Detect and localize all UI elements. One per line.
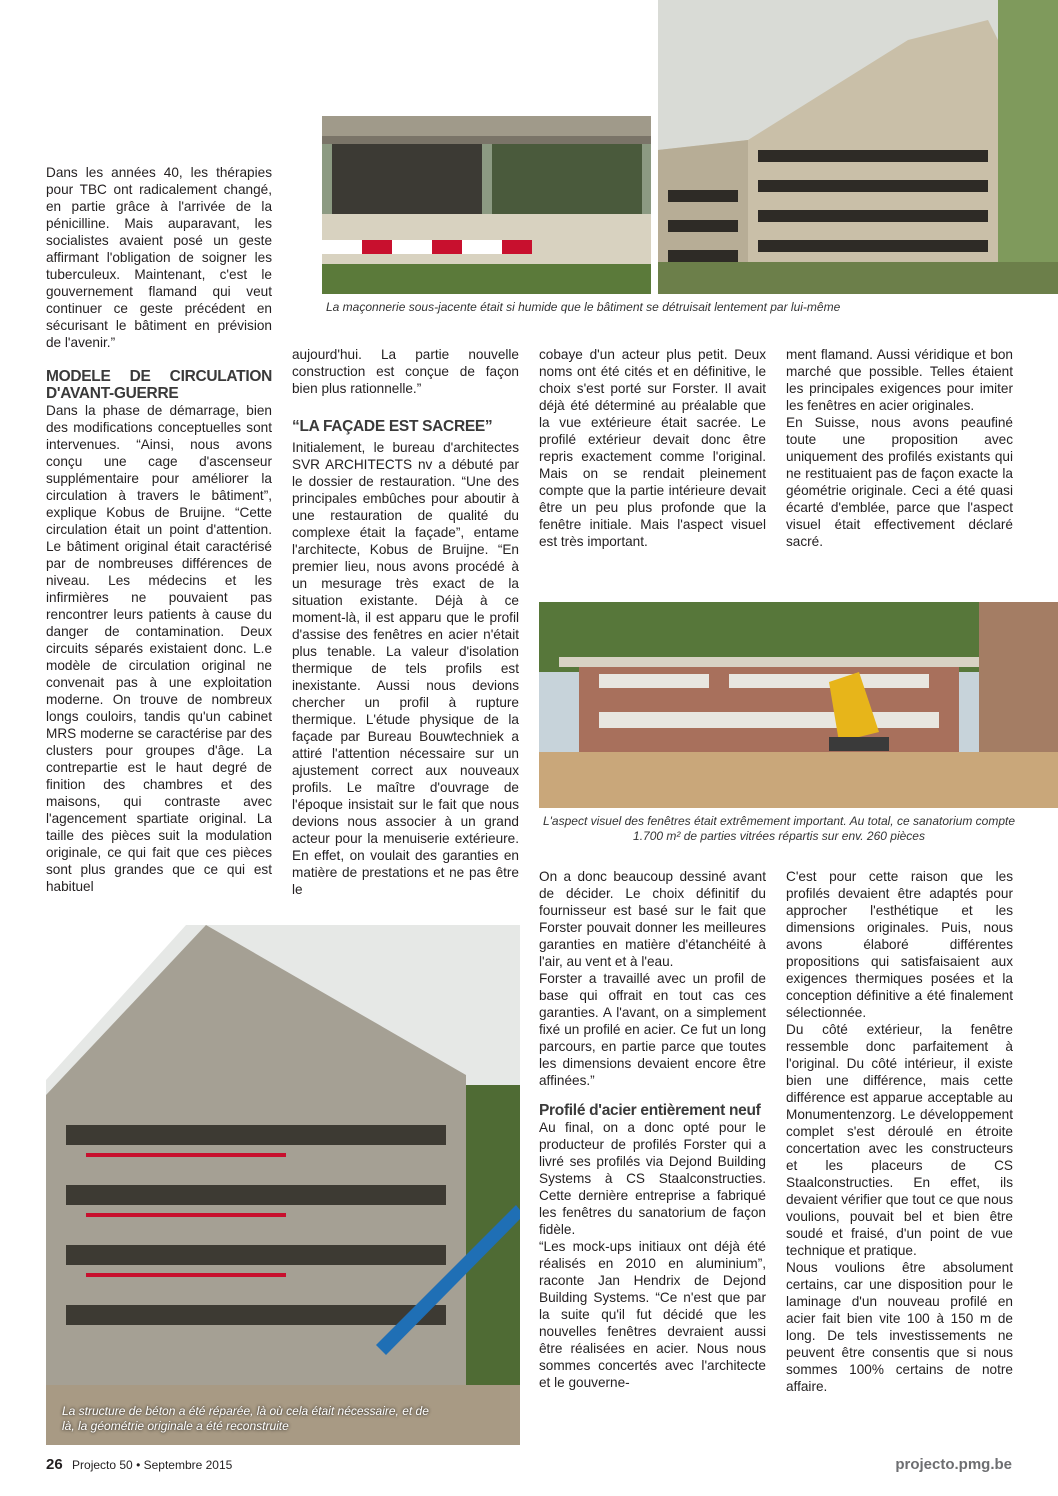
photo-ground-floor-graphic [322, 116, 651, 294]
paragraph: On a donc beaucoup dessiné avant de décider. Le choix définitif du fournisseur est basé sur le fait que Forster pouvait donner les meilleures garanties en matière d'étanchéité à l'air, au vent et à l'eau. [539, 869, 766, 969]
photo-sanatorium-facade-ruin [658, 0, 1058, 294]
photo-structure-graphic [46, 925, 520, 1445]
paragraph: Du côté extérieur, la fenêtre ressemble donc parfaitement à l'original. Du côté intérieur, il existe bien une différence, mais cette différence est apparue acceptable au Monumentenzorg. Le développement complet s'est déroulé en étroite concertation avec les constructeurs et les placeurs de CS Staalconstructies. En effet, ils devaient vérifier que tout ce que nous voulions, pouvait bel et bien être soudé et fraisé, d'un point de vue technique et pratique. [786, 1022, 1013, 1258]
paragraph: ment flamand. Aussi véridique et bon marché que possible. Telles étaient les principales exigences pour imiter les fenêtres en acier originales. [786, 347, 1013, 413]
paragraph: Forster a travaillé avec un profil de base qui offrait en tout cas ces garanties. A l'avant, on a simplement fixé un profilé en acier. Ce fut un long parcours, en partie parce que toutes les dimensions devaient encore être affinées.” [539, 971, 766, 1088]
section-heading-facade: “LA FAÇADE EST SACREE” [292, 418, 493, 435]
paragraph: aujourd'hui. La partie nouvelle construction est conçue de façon bien plus rationnelle.” [292, 347, 519, 396]
photo-concrete-structure [46, 925, 520, 1445]
footer [46, 1456, 1012, 1476]
column-1 [46, 164, 272, 895]
photo-abandoned-building-ground-floor [322, 116, 651, 294]
paragraph: Initialement, le bureau d'architectes SVR ARCHITECTS nv a débuté par le dossier de restauration. “Une des principales embûches pour aboutir à une restauration de qualité du complexe était la façade”, entame l'architecte, Kobus de Bruijne. “En premier lieu, nous avons procédé à un mesurage très exact de la situation existante. Déjà à ce moment-là, il est apparu que le profil d'assise des fenêtres en acier n'était plus tenable. La valeur d'isolation thermique de tels profils est inexistante. Aussi nous devions chercher un profil à rupture thermique. L'étude physique de la façade par Bureau Bouwtechniek a attiré l'attention nécessaire sur un ajustement correct aux nouveaux profils. Le maître d'ouvrage de l'époque insistait sur le fait que nous devions nous associer à un grand acteur pour la menuiserie extérieure. En effet, on voulait des garanties en matière de prestations et ne pas être le [292, 440, 519, 897]
section-heading-circulation: MODELE DE CIRCULATION D'AVANT-GUERRE [46, 368, 272, 402]
caption-top-photo: La maçonnerie sous-jacente était si humide que le bâtiment se détruisait lentement par lui-même [326, 300, 841, 314]
website-link[interactable]: projecto.pmg.be [895, 1456, 1012, 1473]
column-3 [539, 346, 766, 550]
section-heading-steel-profile: Profilé d'acier entièrement neuf [539, 1102, 761, 1119]
caption-bottom-photo: La structure de béton a été réparée, là où cela était nécessaire, et de là, la géométrie originale a été reconstruite [62, 1404, 429, 1433]
paragraph: Nous voulions être absolument certains, car une disposition pour le laminage d'un nouveau profilé en acier fait bien vite 100 à 150 m de long. De tels investissements ne peuvent être consentis que si nous sommes 100% certains de notre affaire. [786, 1260, 1013, 1394]
paragraph: Dans les années 40, les thérapies pour TBC ont radicalement changé, en partie grâce à l'arrivée de la pénicilline. Mais auparavant, les socialistes avaient posé un geste affirmant l'obligation de soigner les tuberculeux. Maintenant, c'est le gouvernement flamand qui veut continuer ce geste précédent en sécurisant le bâtiment en prévision de l'avenir.” [46, 165, 272, 350]
paragraph: “Les mock-ups initiaux ont déjà été réalisés en 2010 en aluminium”, raconte Jan Hendrix de Dejond Building Systems. “Ce n'est que par la suite qu'il fut décidé que les nouvelles fenêtres devraient aussi être réalisées en acier. Nous nous sommes concertés avec l'architecte et le gouverne- [539, 1239, 766, 1390]
paragraph [46, 402, 272, 895]
magazine-issue: Projecto 50 • Septembre 2015 [72, 1458, 233, 1472]
paragraph-text: Dans la phase de démarrage, bien des modifications conceptuelles sont intervenues. “Ainsi, nous avons conçu une cage d'ascenseur supplémentaire pour améliorer la circulation à travers le bâtiment”, explique Kobus de Bruijne. “Cette circulation était un point d'attention. Le bâtiment original était caractérisé par de nombreuses différences de niveau. Les médecins et les infirmières ne pouvaient pas rencontrer leurs patients à cause du danger de contamination. Deux circuits séparés existaient donc. L.e modèle de circulation original ne convenait pas à une exploitation moderne. On trouve de nombreux longs couloirs, tandis qu'un cabinet MRS moderne se caractérise par des clusters pour groupes d'âge. La contrepartie est le haut degré de finition des chambres et des maisons, qui contraste avec l'agencement spartiate original. La taille des pièces suit la modulation originale, ce qui fait que ces pièces sont plus grandes que ce qui est habituel [46, 403, 272, 894]
paragraph: C'est pour cette raison que les profilés devaient être adaptés pour approcher l'esthétique et les dimensions originales. Puis, nous avons élaboré différentes propositions qui satisfaisaient aux exigences thermiques posées et la conception définitive a été finalement sélectionnée. [786, 869, 1013, 1020]
paragraph: En Suisse, nous avons peaufiné toute une proposition avec uniquement des profilés existants qui ne restituaient pas de façon exacte la géométrie originale. Ceci a été quasi écarté d'emblée, parce que l'aspect visuel était effectivement déclaré sacré. [786, 415, 1013, 549]
column-4 [786, 346, 1013, 550]
column-5 [539, 868, 766, 1391]
page-number: 26 [46, 1456, 63, 1473]
photo-construction-site-excavator [539, 602, 1058, 808]
column-6 [786, 868, 1013, 1395]
column-2 [292, 346, 519, 898]
paragraph: cobaye d'un acteur plus petit. Deux noms ont été cités et en définitive, le choix s'est porté sur Forster. Il avait déjà été déterminé au préalable que la vue extérieure était sacrée. Le profilé extérieur devait donc être repris exactement comme l'original. Mais on se rendait pleinement compte que la partie intérieure devait être un peu plus profonde que la fenêtre initiale. Mais l'aspect visuel est très important. [539, 347, 766, 549]
caption-middle-photo: L'aspect visuel des fenêtres était extrêmement important. Au total, ce sanatorium compte 1.700 m² de parties vitrées répartis sur env. 260 pièces [542, 814, 1016, 843]
photo-facade-graphic [658, 0, 1058, 294]
paragraph: Au final, on a donc opté pour le producteur de profilés Forster qui a livré ses profilés via Dejond Building Systems à CS Staalconstructies. Cette dernière entreprise a fabriqué les fenêtres du sanatorium de façon fidèle. [539, 1120, 766, 1237]
photo-construction-graphic [539, 602, 1058, 808]
